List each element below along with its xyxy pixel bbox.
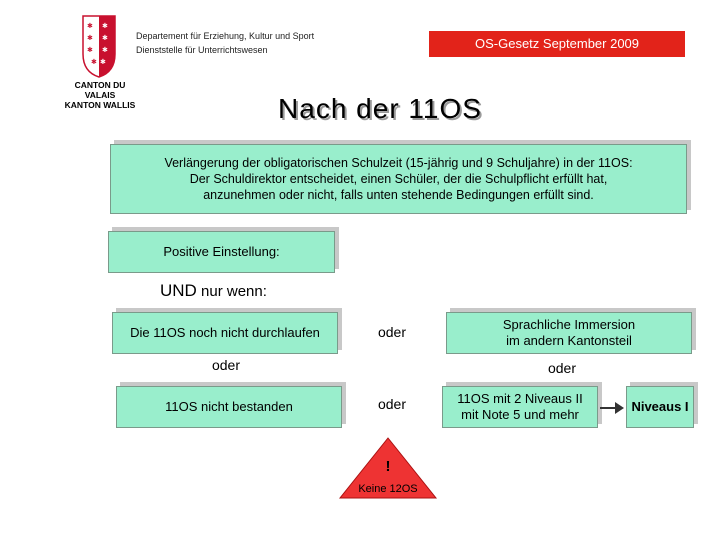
oder-connector-1: oder [377, 324, 407, 340]
warning-label: Keine 12OS [358, 483, 418, 495]
svg-text:✱: ✱ [87, 47, 93, 54]
condition-immersion-box [446, 312, 692, 354]
intro-line-3: anzunehmen oder nicht, falls unten stehende Bedingungen erfüllt sind. [203, 188, 594, 202]
intro-box [110, 144, 687, 214]
svg-text:✱: ✱ [102, 35, 108, 42]
svg-text:✱: ✱ [87, 35, 93, 42]
positive-attitude-box [108, 231, 335, 273]
positive-attitude-label: Positive Einstellung: [163, 244, 280, 259]
und-word: UND [160, 281, 197, 300]
oder-connector-left: oder [211, 357, 241, 373]
condition-niveau-box [442, 386, 598, 428]
condition-not-completed-box [112, 312, 338, 354]
page-title: Nach der 11OS [278, 93, 482, 124]
und-rest: nur wenn: [196, 283, 267, 300]
canton-coat-of-arms-icon [82, 14, 116, 78]
condition-immersion-line-1: Sprachliche Immersion [502, 317, 636, 332]
warning-symbol: ! [385, 458, 391, 475]
svg-text:✱: ✱ [100, 59, 106, 66]
svg-text:✱: ✱ [91, 59, 97, 66]
niveaus-label: Niveaus I [631, 399, 689, 414]
canton-name-fr: CANTON DU VALAIS [74, 80, 126, 100]
svg-text:✱: ✱ [102, 23, 108, 30]
arrow-right-icon [600, 396, 624, 420]
niveaus-box [626, 386, 694, 428]
service-name: Dienststelle für Unterrichtswesen [136, 45, 268, 55]
condition-failed-box [116, 386, 342, 428]
condition-immersion-line-2: im andern Kantonsteil [506, 333, 632, 348]
canton-name-de: KANTON WALLIS [64, 100, 136, 110]
oder-connector-2: oder [377, 396, 407, 412]
svg-text:✱: ✱ [102, 47, 108, 54]
svg-text:✱: ✱ [87, 23, 93, 30]
condition-failed-label: 11OS nicht bestanden [165, 399, 293, 414]
condition-niveau-line-2: mit Note 5 und mehr [461, 407, 579, 422]
law-badge: OS-Gesetz September 2009 [429, 31, 685, 57]
und-label [160, 281, 267, 301]
condition-niveau-line-1: 11OS mit 2 Niveaus II [457, 391, 583, 406]
intro-line-1: Verlängerung der obligatorischen Schulzeit (15-jährig und 9 Schuljahre) in der 11OS: [164, 156, 633, 170]
oder-connector-right: oder [547, 360, 577, 376]
intro-line-2: Der Schuldirektor entscheidet, einen Schüler, der die Schulpflicht erfüllt hat, [189, 172, 608, 186]
department-name: Departement für Erziehung, Kultur und Sport [136, 31, 315, 41]
condition-not-completed-label: Die 11OS noch nicht durchlaufen [130, 325, 320, 340]
